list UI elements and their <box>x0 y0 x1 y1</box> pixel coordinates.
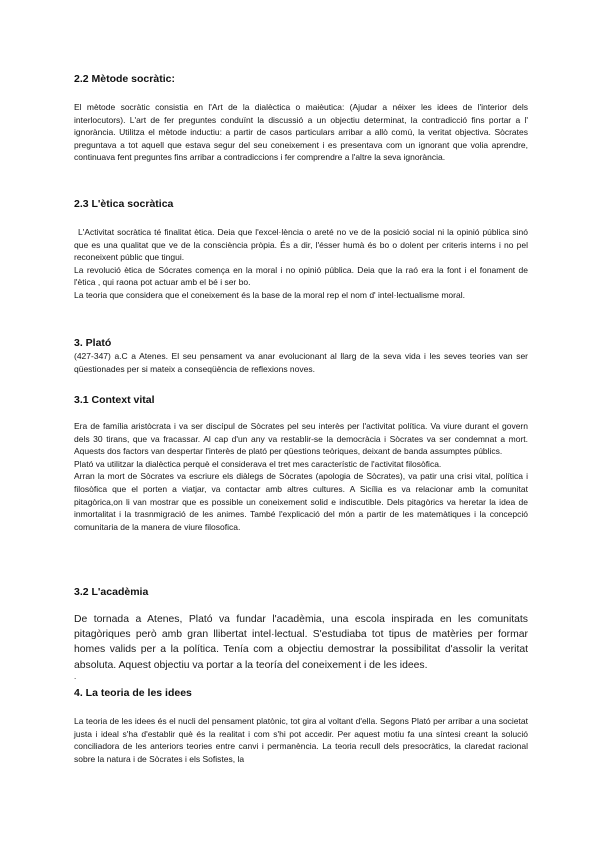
section-heading: 3. Plató <box>74 337 112 349</box>
section-paragraph: Era de família aristòcrata i va ser discípul de Sòcrates pel seu interès per l'activitat política. Va viure durant el govern dels 30 tirans, que va fracassar. Al cap d'un any va restablir-se la democràcia i Sòcrates va ser condemnat a mort. Aquests dos factors van despertar l'interès de plató per qüestions teòriques, deixant de banda assumptes públics. <box>74 421 528 457</box>
section-teoria-idees <box>74 687 528 765</box>
section-context-vital <box>74 394 528 533</box>
section-paragraph: (427-347) a.C a Atenes. El seu pensament va anar evolucionant al llarg de la seva vida i les seves teories van ser qüestionades per si mateix a conseqüència de reflexions noves. <box>74 351 528 374</box>
section-metode-socratic <box>74 73 528 164</box>
section-paragraph: La revolució ètica de Sócrates comença en la moral i no opinió pública. Deia que la raó era la font i el fonament de l'ètica , qui raona pot actuar amb el bé i ser bo. <box>74 264 528 288</box>
section-heading: 2.3 L'ètica socràtica <box>74 198 174 210</box>
section-paragraph: Plató va utilitzar la dialèctica perquè el considerava el tret mes característic de l'activitat filosòfica. <box>74 458 442 469</box>
section-paragraph: L'Activitat socràtica té finalitat ètica. Deia que l'excel·lència o areté no ve de la posició social ni la opinió pública sinó que es una qualitat que ve de la consciència pròpia. És a dir, l'ésser humà és bo o dolent per criteris interns i no pel reconeixent públic que tingui. <box>74 227 528 263</box>
section-paragraph: La teoria que considera que el coneixement és la base de la moral rep el nom d' intel·lectualisme moral. <box>74 289 465 300</box>
section-plato <box>74 337 528 375</box>
section-paragraph: Arran la mort de Sòcrates va escriure els diàlegs de Sòcrates (apologia de Sòcrates), va patir una crisi vital, política i filosòfica que el porten a viatjar, va contactar amb altres cultures. A Sicília es va relacionar amb la comunitat pitagòrica,on li van mostrar que es possible un coneixement solid e indiscutible. Dels pitagòrics va heretar la idea de inmortalitat i la trasnmigració de les animes. També l'explicació del món a partir de les matemàtiques i la concepció comunitaria de la manera de viure filosofica. <box>74 471 528 532</box>
section-paragraph: La teoria de les idees és el nucli del pensament platònic, tot gira al voltant d'ella. Segons Plató per arribar a una societat justa i ideal s'ha d'establir què és la realitat i com s'hi pot accedir. Per aquest motiu fa una síntesi creant la solució conciliadora de les anteriors teories entre canvi i permanència. La teoria recull dels presocràtics, la claredat racional sobre la natura i de Sòcrates i els Sofistes, la <box>74 716 528 764</box>
section-etica-socratica <box>74 198 528 302</box>
section-heading: 2.2 Mètode socràtic: <box>74 73 175 85</box>
section-academia <box>74 586 528 673</box>
section-paragraph: El mètode socràtic consistia en l'Art de la dialèctica o maièutica: (Ajudar a néixer les idees de l'interior dels interlocutors). L'art de fer preguntes conduïnt la discussió a un objectiu determinat, la contradicció fins portar a l' ignorància. Utilitza el mètode inductiu: a partir de casos particulars arribar a allò comú, la veritat objectiva. Sòcrates preguntava a tot aquell que estava segur del seu coneixement i es presentava com un ignorant que volia aprendre, continuava fent preguntes fins arribar a contradiccions i fer comprendre a l'altre la seva ignorància. <box>74 102 528 163</box>
section-heading: 3.2 L'acadèmia <box>74 586 149 598</box>
separator-dot: . <box>74 672 77 681</box>
section-heading: 4. La teoria de les idees <box>74 687 192 699</box>
section-paragraph: De tornada a Atenes, Plató va fundar l'acadèmia, una escola inspirada en les comunitats pitagòriques però amb gran llibertat intel·lectual. S'estudiaba tot tipus de matèries per formar homes valids per a la política. Tenía com a objectiu demostrar la possibilitat d'assolir la veritat absoluta. Aquest objectiu va portar a la teoría del coneixement i de les idees. <box>74 614 528 671</box>
section-heading: 3.1 Context vital <box>74 394 155 406</box>
